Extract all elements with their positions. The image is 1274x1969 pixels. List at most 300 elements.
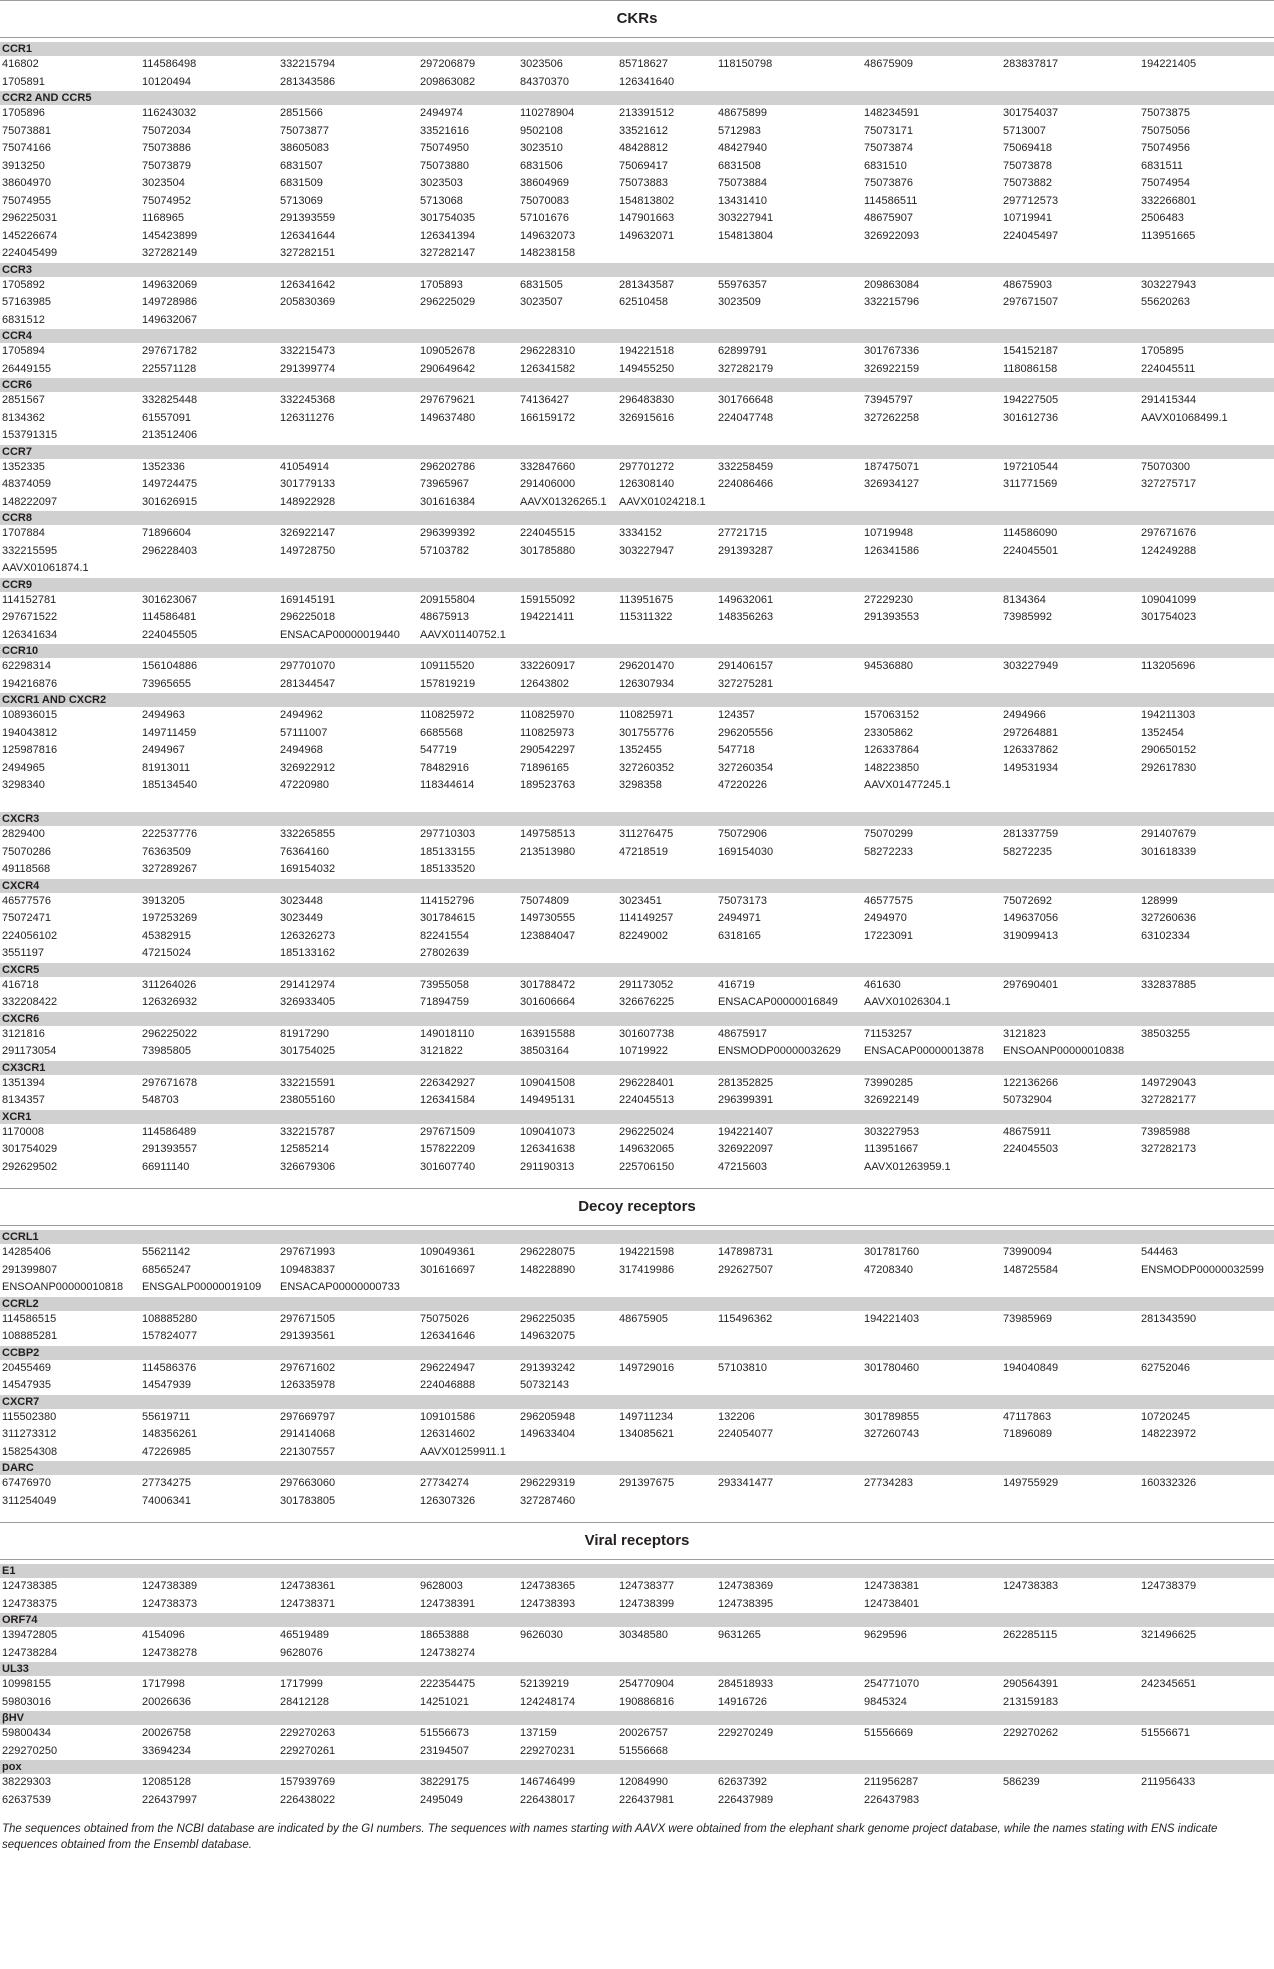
table-cell: 114149257 (619, 912, 674, 924)
table-cell: 28412128 (280, 1695, 329, 1708)
table-cell: 75073877 (280, 124, 329, 137)
table-cell: 23194507 (420, 1744, 469, 1757)
table-row (0, 105, 1274, 123)
table-cell: 291393242 (520, 1361, 576, 1374)
table-cell: 17223091 (864, 929, 913, 942)
table-cell: 326915616 (619, 411, 675, 424)
table-cell: 2829400 (2, 828, 45, 840)
table-row (0, 294, 1274, 312)
table-cell: 55621142 (142, 1246, 191, 1258)
table-row (0, 826, 1274, 844)
table-cell: 48675913 (420, 611, 469, 623)
table-cell: 332215473 (280, 345, 336, 357)
table-cell: ENSOANP00000010838 (1003, 1045, 1125, 1057)
table-row (0, 343, 1274, 361)
table-cell: 134085621 (619, 1428, 675, 1440)
section-title: CKRs (0, 0, 1274, 38)
table-cell: 229270261 (280, 1744, 336, 1757)
table-cell: 156104886 (142, 660, 198, 672)
table-cell: 296225018 (280, 611, 336, 623)
table-cell: 3298358 (619, 779, 662, 791)
table-cell: 73990285 (864, 1076, 913, 1089)
table-row (0, 312, 1274, 330)
table-cell: 6831508 (718, 159, 761, 172)
table-cell: 126335978 (280, 1379, 336, 1391)
table-cell: 301755776 (619, 726, 675, 739)
table-cell: 547718 (718, 744, 755, 756)
table-cell: 281344547 (280, 677, 336, 690)
table-cell: 169154032 (280, 863, 336, 875)
table-cell: 110825970 (520, 709, 575, 721)
table-cell: 229270249 (718, 1727, 774, 1739)
table-cell: 85718627 (619, 58, 668, 70)
table-row (0, 1092, 1274, 1110)
table-cell: ENSGALP00000019109 (142, 1281, 262, 1293)
table-cell: 332825448 (142, 394, 198, 406)
table-cell: 327289267 (142, 863, 198, 875)
table-cell: 296228403 (142, 544, 198, 557)
table-cell: AAVX01140752.1 (420, 628, 506, 641)
group-header: CXCR7 (0, 1395, 1274, 1409)
table-cell: 115502380 (2, 1410, 57, 1423)
table-cell: 113951665 (1141, 229, 1196, 242)
table-cell: 50732904 (1003, 1094, 1052, 1106)
group-header: CCRL2 (0, 1297, 1274, 1311)
table-cell: 224045503 (1003, 1143, 1059, 1155)
table-cell: 14547935 (2, 1379, 51, 1391)
table-cell: 296483830 (619, 394, 675, 406)
table-cell: 3913205 (142, 894, 185, 907)
table-cell: 27734274 (420, 1477, 469, 1489)
table-cell: 194043812 (2, 726, 58, 739)
table-cell: 2494963 (142, 709, 185, 721)
table-cell: 38229175 (420, 1776, 469, 1788)
table-cell: 114586481 (142, 611, 197, 623)
table-row (0, 1578, 1274, 1596)
table-cell: 108885280 (142, 1312, 198, 1325)
table-cell: 38229303 (2, 1776, 51, 1788)
table-cell: 118086158 (1003, 362, 1058, 375)
table-cell: 27802639 (420, 947, 469, 959)
table-cell: 10719922 (619, 1045, 668, 1057)
table-cell: 224045511 (1141, 362, 1196, 375)
table-cell: 303227943 (1141, 278, 1197, 291)
table-cell: 116243032 (142, 107, 197, 119)
table-row (0, 1475, 1274, 1493)
table-cell: AAVX01026304.1 (864, 996, 951, 1008)
table-cell: 75069418 (1003, 142, 1052, 154)
group-header: CCR2 AND CCR5 (0, 91, 1274, 105)
table-cell: 185134540 (142, 779, 198, 791)
table-cell: ENSMODP00000032629 (718, 1045, 841, 1057)
table-cell: 2506483 (1141, 212, 1184, 224)
table-cell: 297669797 (280, 1410, 336, 1423)
table-cell: 124738391 (420, 1597, 476, 1610)
table-cell: 194216876 (2, 677, 58, 690)
table-cell: 33521616 (420, 124, 469, 137)
table-cell: 229270250 (2, 1744, 58, 1757)
table-cell: 211956287 (864, 1776, 919, 1788)
table-cell: 301781760 (864, 1246, 920, 1258)
group-header: CXCR6 (0, 1012, 1274, 1026)
table-cell: 149495131 (520, 1094, 576, 1106)
table-row (0, 410, 1274, 428)
table-cell: 75074955 (2, 194, 51, 207)
table-cell: 157824077 (142, 1330, 198, 1342)
table-cell: 126341586 (864, 544, 920, 557)
table-cell: 3023507 (520, 296, 563, 308)
table-cell: 149728750 (280, 544, 336, 557)
table-cell: 301623067 (142, 593, 198, 606)
table-cell: 190886816 (619, 1695, 675, 1708)
table-cell: 124738278 (142, 1646, 198, 1659)
group-header: CCR10 (0, 644, 1274, 658)
table-cell: 149018110 (420, 1027, 475, 1040)
table-cell: 71896604 (142, 527, 191, 539)
table-cell: 296399392 (420, 527, 476, 539)
table-cell: 213512406 (142, 429, 198, 441)
table-cell: 1707884 (2, 527, 45, 539)
table-cell: 148228890 (520, 1263, 576, 1276)
table-cell: 3023509 (718, 296, 761, 308)
table-cell: 297679621 (420, 394, 476, 406)
table-cell: 74136427 (520, 394, 569, 406)
table-cell: 67476970 (2, 1477, 51, 1489)
table-cell: 1705892 (2, 278, 45, 291)
table-cell: 194221405 (1141, 58, 1197, 70)
table-cell: 185133520 (420, 863, 476, 875)
table-cell: 47218519 (619, 845, 668, 858)
table-cell: 82249002 (619, 929, 668, 942)
table-cell: 123884047 (520, 929, 576, 942)
table-cell: 126341394 (420, 229, 476, 242)
table-cell: 166159172 (520, 411, 576, 424)
table-cell: 59800434 (2, 1727, 51, 1739)
table-cell: 75070300 (1141, 460, 1190, 473)
table-cell: 66911140 (142, 1160, 190, 1173)
table-cell: ENSACAP00000013878 (864, 1045, 984, 1057)
table-cell: 296399391 (718, 1094, 774, 1106)
table-cell: 132206 (718, 1410, 755, 1423)
table-cell: 9631265 (718, 1629, 761, 1641)
group-header: ORF74 (0, 1613, 1274, 1627)
table-cell: 124738373 (142, 1597, 198, 1610)
table-cell: 51556673 (420, 1727, 469, 1739)
table-cell: 75074950 (420, 142, 469, 154)
table-cell: 124738371 (280, 1597, 336, 1610)
table-row (0, 1159, 1274, 1177)
table-cell: 194211303 (1141, 709, 1196, 721)
table-row (0, 1311, 1274, 1329)
table-cell: 2494974 (420, 107, 463, 119)
table-cell: 82241554 (420, 929, 469, 942)
table-cell: 75073878 (1003, 159, 1052, 172)
table-cell: 47226985 (142, 1445, 191, 1458)
table-cell: 226437983 (864, 1793, 920, 1806)
table-cell: 327260354 (718, 761, 774, 774)
table-cell: 75073880 (420, 159, 469, 172)
table-cell: 2851567 (2, 394, 45, 406)
table-cell: 145226674 (2, 229, 58, 242)
table-cell: AAVX01024218.1 (619, 495, 706, 508)
table-cell: 301785880 (520, 544, 576, 557)
table-cell: 326922097 (718, 1143, 774, 1155)
table-cell: 327282179 (718, 362, 774, 375)
table-cell: 194040849 (1003, 1361, 1059, 1374)
table-row (0, 1645, 1274, 1663)
table-cell: 48428812 (619, 142, 668, 154)
table-cell: 149637480 (420, 411, 476, 424)
table-cell: 5713007 (1003, 124, 1046, 137)
group-header: CCR9 (0, 578, 1274, 592)
table-cell: 3121822 (420, 1045, 463, 1057)
table-cell: 194221411 (520, 611, 575, 623)
table-cell: 297671522 (2, 611, 58, 623)
table-cell: 126341644 (280, 229, 336, 242)
table-cell: 55619711 (142, 1410, 191, 1423)
table-cell: 124738385 (2, 1580, 58, 1592)
table-cell: 51556671 (1141, 1727, 1190, 1739)
table-cell: 291393287 (718, 544, 774, 557)
table-cell: 332215595 (2, 544, 58, 557)
table-cell: 126341638 (520, 1143, 576, 1155)
table-cell: 327260636 (1141, 912, 1197, 924)
table-cell: 84370370 (520, 75, 569, 88)
table-cell: 115311322 (619, 611, 673, 623)
table-cell: 14251021 (420, 1695, 469, 1708)
table-cell: 213391512 (619, 107, 675, 119)
table-cell: 326922149 (864, 1094, 920, 1106)
table-cell: 2494967 (142, 744, 185, 756)
table-cell: 1352336 (142, 460, 185, 473)
table-cell: 75074956 (1141, 142, 1190, 154)
table-row (0, 228, 1274, 246)
table-cell: 75074809 (520, 894, 569, 907)
table-cell: 163915588 (520, 1027, 576, 1040)
table-cell: 122136266 (1003, 1076, 1059, 1089)
table-cell: 1705896 (2, 107, 45, 119)
table-cell: 124738393 (520, 1597, 576, 1610)
table-cell: 149637056 (1003, 912, 1059, 924)
table-cell: 75073171 (864, 124, 913, 137)
table-cell: 46577575 (864, 894, 913, 907)
table-cell: 12084990 (619, 1776, 668, 1788)
table-cell: 26449155 (2, 362, 51, 375)
table-cell: 284518933 (718, 1678, 774, 1690)
table-cell: 47215024 (142, 947, 191, 959)
table-cell: 224046888 (420, 1379, 476, 1391)
table-cell: ENSACAP00000000733 (280, 1281, 400, 1293)
table-cell: 194221407 (718, 1125, 774, 1138)
table-cell: 148234591 (864, 107, 920, 119)
table-cell: 57103810 (718, 1361, 767, 1374)
table-cell: 327282177 (1141, 1094, 1197, 1106)
table-cell: 291393553 (864, 611, 920, 623)
table-cell: 1352454 (1141, 726, 1184, 739)
table-cell: 109041508 (520, 1076, 576, 1089)
table-cell: 71153257 (864, 1027, 913, 1040)
table-cell: 48427940 (718, 142, 767, 154)
table-cell: 75070299 (864, 828, 913, 840)
section-gap (0, 1176, 1274, 1188)
table-cell: 291393559 (280, 212, 336, 224)
table-row (0, 1792, 1274, 1810)
table-cell: 327282147 (420, 247, 476, 259)
table-cell: 1705895 (1141, 345, 1184, 357)
table-cell: 58272235 (1003, 845, 1052, 858)
table-cell: 3023448 (280, 894, 323, 907)
table-cell: 48374059 (2, 478, 51, 490)
table-cell: 62637539 (2, 1793, 51, 1806)
table-cell: 222537776 (142, 828, 198, 840)
table-cell: 9502108 (520, 124, 563, 137)
table-row (0, 861, 1274, 879)
table-cell: 149632069 (142, 278, 198, 291)
table-row (0, 175, 1274, 193)
table-cell: 291414068 (280, 1428, 336, 1440)
table-cell: 159155092 (520, 593, 576, 606)
table-cell: 148725584 (1003, 1263, 1059, 1276)
table-cell: 48675905 (619, 1312, 668, 1325)
table-cell: 38605083 (280, 142, 329, 154)
table-cell: 296225035 (520, 1312, 576, 1325)
table-cell: 222354475 (420, 1678, 476, 1690)
table-cell: 226437997 (142, 1793, 198, 1806)
group-header: CCRL1 (0, 1230, 1274, 1244)
group-header: CXCR1 AND CXCR2 (0, 693, 1274, 707)
table-cell: 113951675 (619, 593, 674, 606)
table-row (0, 1075, 1274, 1093)
table-cell: 114586511 (864, 194, 918, 207)
table-cell: 326922093 (864, 229, 920, 242)
table-row (0, 742, 1274, 760)
table-cell: 114152781 (2, 593, 57, 606)
table-cell: 6831505 (520, 278, 563, 291)
table-row (0, 1694, 1274, 1712)
table-cell: 20455469 (2, 1361, 51, 1374)
table-cell: 332245368 (280, 394, 336, 406)
table-cell: 48675903 (1003, 278, 1052, 291)
table-row (0, 1774, 1274, 1792)
table-cell: 74006341 (142, 1494, 191, 1507)
table-cell: 317419986 (619, 1263, 675, 1276)
table-cell: 75069417 (619, 159, 668, 172)
table-cell: 10719941 (1003, 212, 1052, 224)
table-cell: 301754037 (1003, 107, 1059, 119)
table-cell: 6831506 (520, 159, 563, 172)
table-cell: 75073884 (718, 177, 767, 189)
table-cell: 194221403 (864, 1312, 920, 1325)
table-cell: 327282151 (280, 247, 336, 259)
table-cell: 5713068 (420, 194, 463, 207)
table-cell: 149455250 (619, 362, 675, 375)
table-cell: 297671678 (142, 1076, 198, 1089)
table-cell: 327282149 (142, 247, 198, 259)
table-cell: 3298340 (2, 779, 45, 791)
table-cell: 126341634 (2, 628, 58, 641)
table-cell: 146746499 (520, 1776, 576, 1788)
group-header: CCR6 (0, 378, 1274, 392)
table-cell: 14285406 (2, 1246, 51, 1258)
table-cell: 124738399 (619, 1597, 675, 1610)
table-cell: 3023451 (619, 894, 662, 907)
table-cell: 291407679 (1141, 828, 1197, 840)
table-cell: 301767336 (864, 345, 920, 357)
table-cell: 3023503 (420, 177, 463, 189)
table-cell: 326922912 (280, 761, 336, 774)
table-cell: 326933405 (280, 996, 336, 1008)
table-cell: 332208422 (2, 996, 58, 1008)
table-cell: 296229319 (520, 1477, 576, 1489)
table-cell: 2494965 (2, 761, 45, 774)
table-row (0, 777, 1274, 795)
table-cell: 57103782 (420, 544, 469, 557)
table-cell: 326679306 (280, 1160, 336, 1173)
table-cell: 149724475 (142, 478, 198, 490)
table-row (0, 1043, 1274, 1061)
table-cell: 226342927 (420, 1076, 476, 1089)
table-cell: 194221518 (619, 345, 675, 357)
table-cell: 114152796 (420, 894, 475, 907)
table-cell: ENSACAP00000019440 (280, 628, 400, 641)
table-cell: 63102334 (1141, 929, 1190, 942)
table-row (0, 1244, 1274, 1262)
table-cell: 38604970 (2, 177, 51, 189)
table-cell: 110825972 (420, 709, 475, 721)
group-header: CCBP2 (0, 1346, 1274, 1360)
table-cell: 3023449 (280, 912, 323, 924)
table-cell: 48675907 (864, 212, 913, 224)
table-cell: 18653888 (420, 1629, 469, 1641)
table-cell: 290650152 (1141, 744, 1197, 756)
table-cell: 224054077 (718, 1428, 774, 1440)
table-cell: 416802 (2, 58, 39, 70)
table-cell: 226437989 (718, 1793, 774, 1806)
table-cell: 62899791 (718, 345, 767, 357)
table-cell: 114586498 (142, 58, 197, 70)
table-cell: 48675917 (718, 1027, 767, 1040)
table-cell: 75072471 (2, 912, 51, 924)
table-row (0, 392, 1274, 410)
table-cell: 33521612 (619, 124, 668, 137)
table-cell: 326922159 (864, 362, 920, 375)
table-cell: 281343590 (1141, 1312, 1197, 1325)
table-cell: 149633404 (520, 1428, 576, 1440)
table-cell: 297671676 (1141, 527, 1197, 539)
table-cell: 38604969 (520, 177, 569, 189)
table-row (0, 627, 1274, 645)
table-cell: ENSOANP00000010818 (2, 1281, 124, 1293)
table-cell: 224045515 (520, 527, 576, 539)
table-cell: AAVX01477245.1 (864, 779, 951, 791)
table-cell: 73990094 (1003, 1246, 1052, 1258)
table-cell: 9628003 (420, 1580, 463, 1592)
table-cell: 297671507 (1003, 296, 1059, 308)
table-cell: 301616697 (420, 1263, 476, 1276)
table-cell: 68565247 (142, 1263, 191, 1276)
table-cell: 30348580 (619, 1629, 668, 1641)
table-cell: 137159 (520, 1727, 557, 1739)
table-cell: 326676225 (619, 996, 675, 1008)
table-cell: 296205948 (520, 1410, 576, 1423)
table-cell: 221307557 (280, 1445, 336, 1458)
table-cell: 292627507 (718, 1263, 774, 1276)
table-cell: 169154030 (718, 845, 774, 858)
table-cell: 321496625 (1141, 1629, 1197, 1641)
table-cell: 75074954 (1141, 177, 1190, 189)
table-row (0, 1627, 1274, 1645)
table-cell: 62637392 (718, 1776, 767, 1788)
